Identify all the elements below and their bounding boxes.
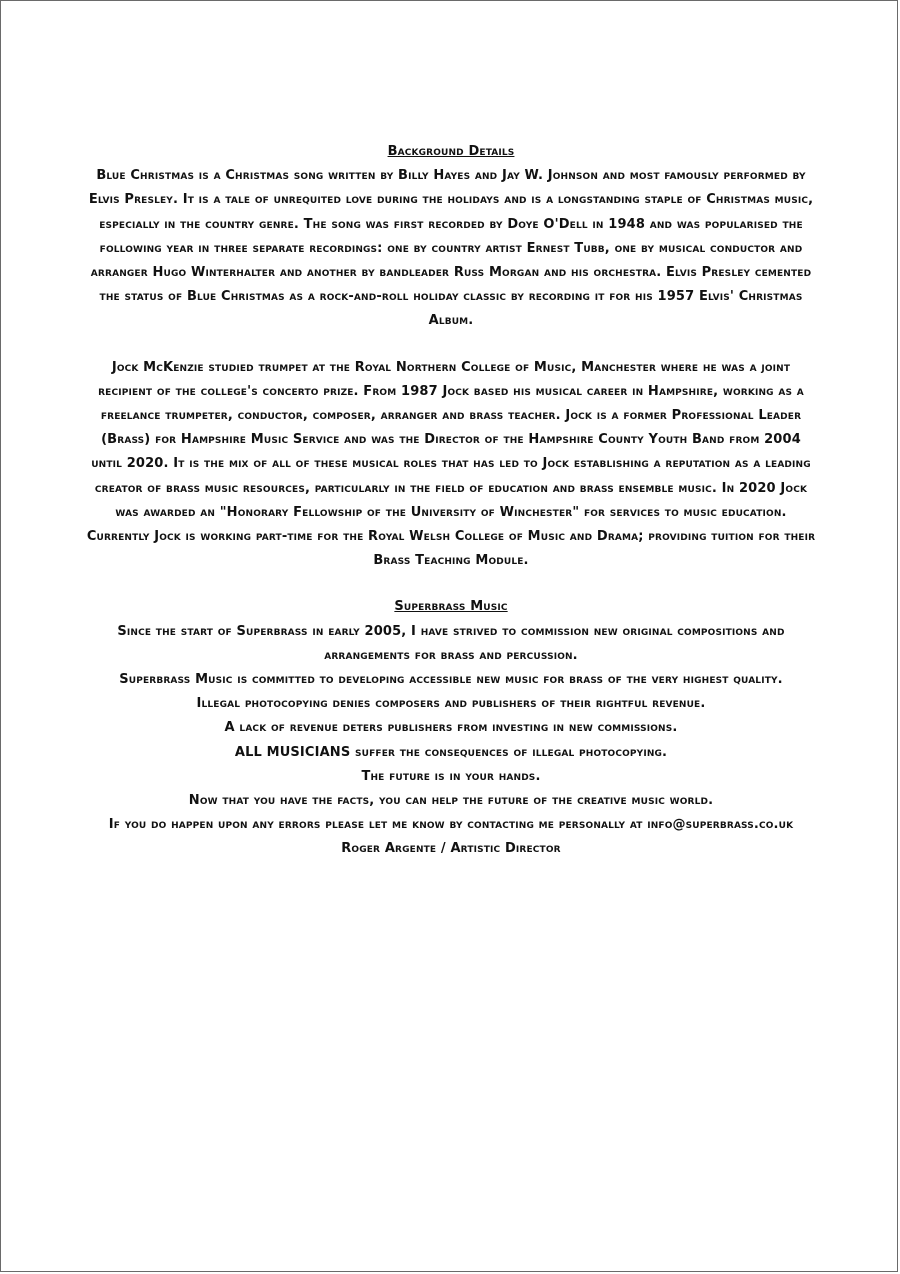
paragraph-gap [85, 334, 817, 356]
superbrass-line-5 [85, 741, 817, 765]
superbrass-line-7: Now that you have the facts, you can help the future of the creative music world. [188, 793, 714, 809]
superbrass-line-1: Since the start of Superbrass in early 2005, I have strived to commission new original compositions and arrangements for brass and percussion. [117, 623, 785, 663]
superbrass-heading: Superbrass Music [394, 599, 508, 615]
arranger-paragraph: Jock McKenzie studied trumpet at the Royal Northern College of Music, Manchester where he was a joint recipient of the college's concerto prize. From 1987 Jock based his musical career in Hampshire, working as a freelance trumpeter, conductor, composer, arranger and brass teacher. Jock is a former Professional Leader (Brass) for Hampshire Music Service and was the Director of the Hampshire County Youth Band from 2004 until 2020. It is the mix of all of these musical roles that has led to Jock establishing a reputation as a leading creator of brass music resources, particularly in the field of education and brass ensemble music. In 2020 Jock was awarded an "Honorary Fellowship of the University of Winchester" for services to music education. Currently Jock is working part-time for the Royal Welsh College of Music and Drama; providing tuition for their Brass Teaching Module. [86, 359, 816, 569]
document-body [85, 140, 817, 862]
superbrass-line-5-rest: suffer the consequences of illegal photocopying. [350, 744, 668, 760]
background-heading: Background Details [387, 144, 515, 159]
superbrass-line-4: A lack of revenue deters publishers from investing in new commissions. [224, 720, 678, 736]
superbrass-line-3: Illegal photocopying denies composers and publishers of their rightful revenue. [196, 696, 706, 712]
superbrass-line-2: Superbrass Music is committed to developing accessible new music for brass of the very highest quality. [119, 672, 783, 688]
superbrass-line-8: If you do happen upon any errors please let me know by contacting me personally at info@superbrass.co.uk [108, 817, 794, 833]
section-gap [85, 573, 817, 595]
superbrass-line-6: The future is in your hands. [361, 768, 541, 784]
signature: Roger Argente / Artistic Director [341, 841, 561, 857]
all-musicians-emphasis: ALL MUSICIANS [234, 744, 351, 760]
song-paragraph: Blue Christmas is a Christmas song written by Billy Hayes and Jay W. Johnson and most famously performed by Elvis Presley. It is a tale of unrequited love during the holidays and is a longstanding staple of Christmas music, especially in the country genre. The song was first recorded by Doye O'Dell in 1948 and was popularised the following year in three separate recordings: one by country artist Ernest Tubb, one by musical conductor and arranger Hugo Winterhalter and another by bandleader Russ Morgan and his orchestra. Elvis Presley cemented the status of Blue Christmas as a rock-and-roll holiday classic by recording it for his 1957 Elvis' Christmas Album. [88, 168, 814, 329]
